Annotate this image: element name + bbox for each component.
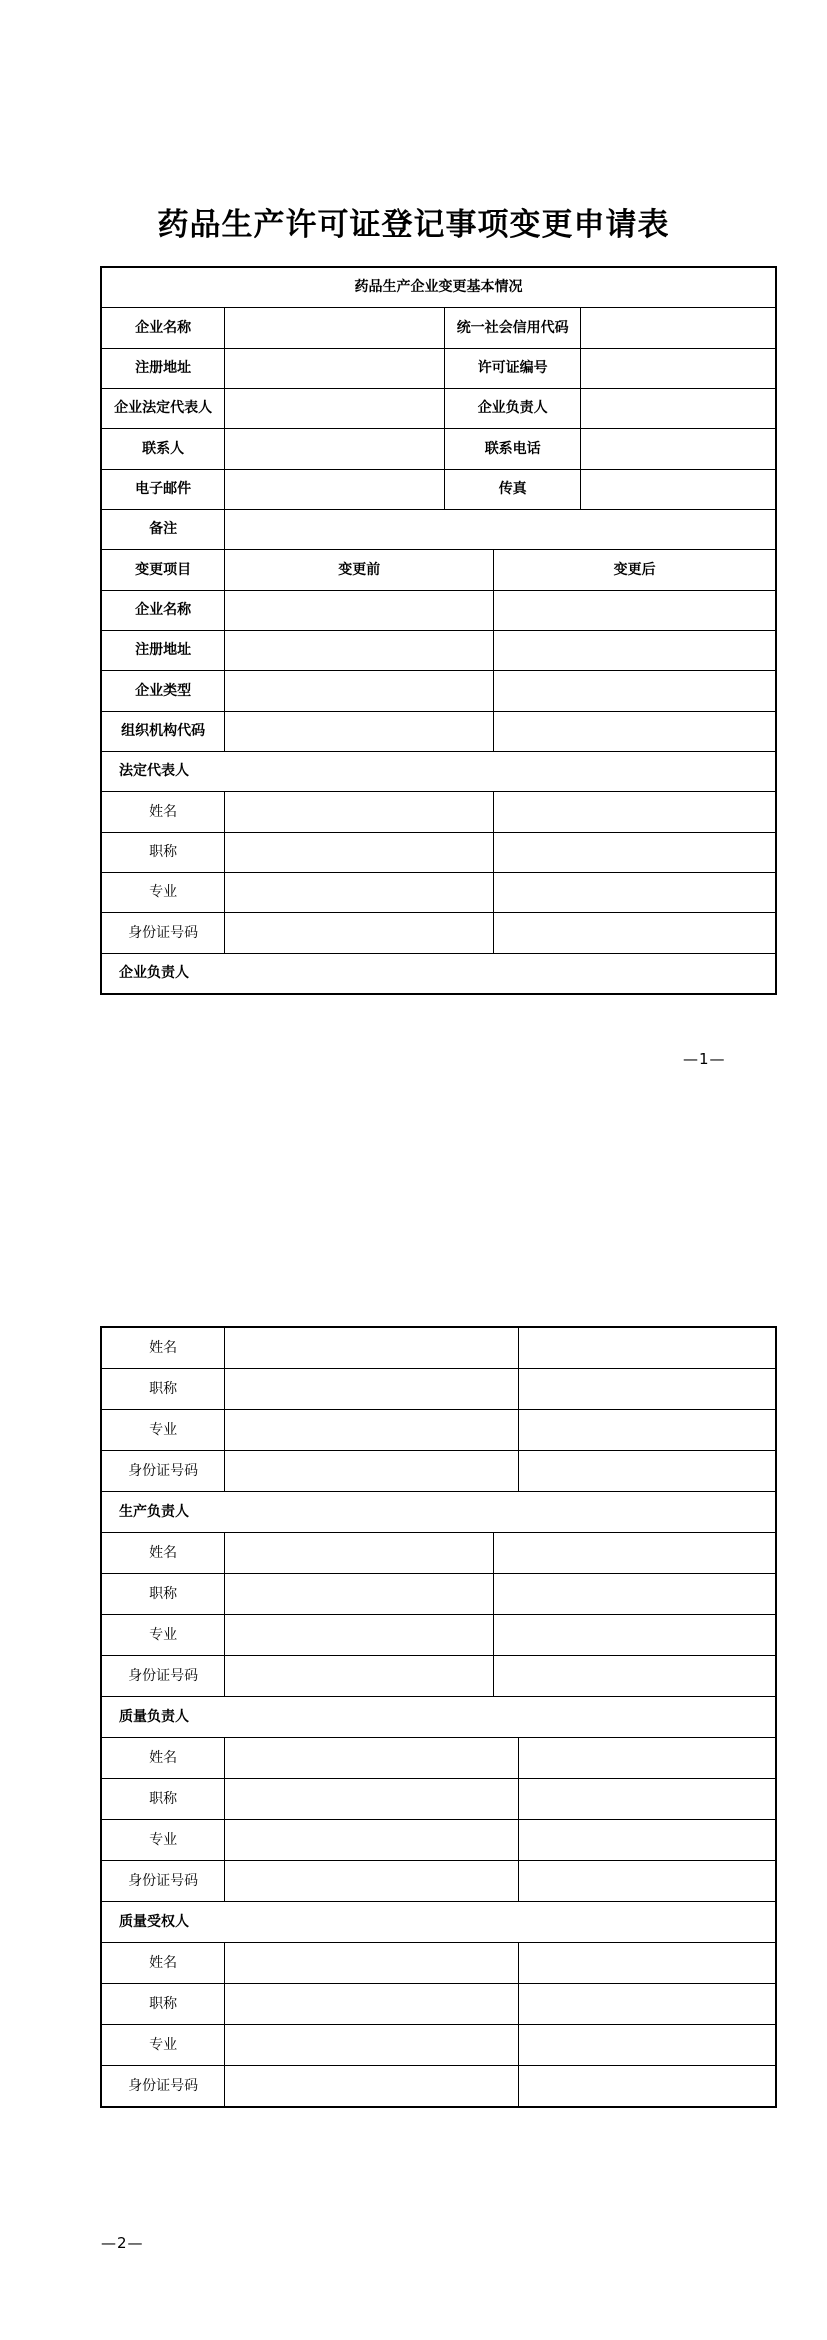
- field-value-cell: [581, 429, 775, 468]
- field-value-cell: [225, 1574, 494, 1614]
- table-row: [102, 2025, 775, 2066]
- field-value-cell: [225, 1861, 518, 1901]
- field-value-cell: [225, 873, 494, 912]
- field-label: 职称: [102, 1574, 225, 1614]
- table-row: [102, 1820, 775, 1861]
- field-label: 职称: [102, 1984, 225, 2024]
- field-label: 专业: [102, 1615, 225, 1655]
- field-value-cell: [225, 671, 494, 710]
- field-value-cell: [519, 1410, 775, 1450]
- page-number: —1—: [683, 1050, 726, 1068]
- field-value-cell: [225, 470, 445, 509]
- table-row: [102, 1861, 775, 1902]
- column-header: 变更项目: [102, 550, 225, 589]
- field-value-cell: [494, 712, 775, 751]
- section-label: 法定代表人: [119, 763, 189, 780]
- page-number: —2—: [101, 2234, 144, 2252]
- section-label: 质量受权人: [119, 1913, 189, 1930]
- field-value-cell: [225, 2025, 518, 2065]
- field-value-cell: [581, 308, 775, 347]
- field-value-cell: [225, 591, 494, 630]
- table-row: [102, 1533, 775, 1574]
- field-value-cell: [494, 792, 775, 831]
- field-label: 企业法定代表人: [102, 389, 225, 428]
- field-value-cell: [519, 1328, 775, 1368]
- field-value-cell: [519, 1451, 775, 1491]
- table-row: [102, 752, 775, 792]
- field-value-cell: [225, 1779, 518, 1819]
- field-value-cell: [494, 833, 775, 872]
- table-row: [102, 913, 775, 953]
- section-label: 企业负责人: [119, 964, 189, 981]
- field-value-cell: [225, 1615, 494, 1655]
- field-label: 身份证号码: [102, 913, 225, 952]
- table-row: [102, 1656, 775, 1697]
- field-label: 联系人: [102, 429, 225, 468]
- field-value-cell: [225, 1656, 494, 1696]
- field-value-cell: [225, 1738, 518, 1778]
- table-row: [102, 1902, 775, 1943]
- field-value-cell: [225, 833, 494, 872]
- table-row: [102, 1574, 775, 1615]
- field-label: 注册地址: [102, 349, 225, 388]
- field-value-cell: [494, 1574, 775, 1614]
- field-label: 专业: [102, 1410, 225, 1450]
- column-header: 变更前: [225, 550, 494, 589]
- field-label: 姓名: [102, 1328, 225, 1368]
- field-label: 许可证编号: [445, 349, 581, 388]
- field-label: 姓名: [102, 1533, 225, 1573]
- field-label: 组织机构代码: [102, 712, 225, 751]
- field-value-cell: [519, 1943, 775, 1983]
- table-row: [102, 2066, 775, 2106]
- table-row: [102, 1779, 775, 1820]
- field-value-cell: [225, 792, 494, 831]
- table-row: [102, 954, 775, 993]
- table-row: [102, 1328, 775, 1369]
- field-value-cell: [519, 2025, 775, 2065]
- field-value-cell: [225, 1533, 494, 1573]
- field-value-cell: [519, 1779, 775, 1819]
- field-label: 身份证号码: [102, 2066, 225, 2106]
- table-row: [102, 1738, 775, 1779]
- table-row: [102, 712, 775, 752]
- field-value-cell: [225, 1369, 518, 1409]
- field-value-cell: [225, 1984, 518, 2024]
- field-label: 联系电话: [445, 429, 581, 468]
- table-row: [102, 631, 775, 671]
- field-label: 身份证号码: [102, 1656, 225, 1696]
- field-value-cell: [494, 1656, 775, 1696]
- field-label: 专业: [102, 2025, 225, 2065]
- table-row: [102, 671, 775, 711]
- column-header: 变更后: [613, 561, 656, 578]
- field-value-cell: [519, 2066, 775, 2106]
- field-value-cell: [581, 389, 775, 428]
- field-label: 统一社会信用代码: [445, 308, 581, 347]
- field-value-cell: [519, 1861, 775, 1901]
- field-label: 姓名: [102, 792, 225, 831]
- table-row: [102, 389, 775, 429]
- field-value-cell: [519, 1369, 775, 1409]
- field-value-cell: [225, 631, 494, 670]
- table-row: [102, 1410, 775, 1451]
- basic-info-table: [100, 266, 777, 995]
- table-row: [102, 308, 775, 348]
- field-value-cell: [225, 1410, 518, 1450]
- field-value-cell: [225, 1943, 518, 1983]
- field-value-cell: [494, 913, 775, 952]
- table-row: [102, 470, 775, 510]
- table-row: [102, 510, 775, 550]
- section-label: 生产负责人: [119, 1503, 189, 1520]
- personnel-table: [100, 1326, 777, 2108]
- field-value-cell: [225, 1328, 518, 1368]
- field-value-cell: [494, 1533, 775, 1573]
- section-label: 质量负责人: [119, 1708, 189, 1725]
- field-label: 身份证号码: [102, 1861, 225, 1901]
- field-value-cell: [519, 1820, 775, 1860]
- field-value-cell: [225, 510, 775, 549]
- table-row: [102, 268, 775, 308]
- table-row: [102, 1697, 775, 1738]
- table-row: [102, 1984, 775, 2025]
- table-row: [102, 349, 775, 389]
- field-label: 职称: [102, 833, 225, 872]
- field-value-cell: [494, 873, 775, 912]
- field-value-cell: [494, 1615, 775, 1655]
- field-label: 传真: [445, 470, 581, 509]
- field-value-cell: [225, 349, 445, 388]
- field-value-cell: [494, 591, 775, 630]
- page-title: 药品生产许可证登记事项变更申请表: [157, 207, 670, 243]
- table-row: [102, 1943, 775, 1984]
- table-row: [102, 1369, 775, 1410]
- table-row: [102, 792, 775, 832]
- table-row: [102, 550, 775, 590]
- table-section-title: 药品生产企业变更基本情况: [354, 279, 523, 296]
- table-row: [102, 833, 775, 873]
- field-label: 企业名称: [102, 591, 225, 630]
- field-label: 专业: [102, 873, 225, 912]
- field-value-cell: [225, 1451, 518, 1491]
- field-label: 企业名称: [102, 308, 225, 347]
- table-row: [102, 1492, 775, 1533]
- field-label: 注册地址: [102, 631, 225, 670]
- field-value-cell: [225, 913, 494, 952]
- field-value-cell: [581, 349, 775, 388]
- field-label: 身份证号码: [102, 1451, 225, 1491]
- field-value-cell: [581, 470, 775, 509]
- field-value-cell: [519, 1984, 775, 2024]
- field-value-cell: [225, 389, 445, 428]
- field-label: 企业类型: [102, 671, 225, 710]
- table-row: [102, 1451, 775, 1492]
- field-value-cell: [225, 2066, 518, 2106]
- field-label: 备注: [102, 510, 225, 549]
- field-value-cell: [225, 429, 445, 468]
- field-label: 电子邮件: [102, 470, 225, 509]
- field-value-cell: [494, 631, 775, 670]
- table-row: [102, 1615, 775, 1656]
- table-row: [102, 429, 775, 469]
- table-row: [102, 591, 775, 631]
- field-label: 姓名: [102, 1738, 225, 1778]
- field-label: 姓名: [102, 1943, 225, 1983]
- table-row: [102, 873, 775, 913]
- field-label: 职称: [102, 1779, 225, 1819]
- field-value-cell: [225, 308, 445, 347]
- field-label: 企业负责人: [445, 389, 581, 428]
- field-label: 专业: [102, 1820, 225, 1860]
- field-value-cell: [494, 671, 775, 710]
- field-value-cell: [225, 1820, 518, 1860]
- field-label: 职称: [102, 1369, 225, 1409]
- field-value-cell: [225, 712, 494, 751]
- field-value-cell: [519, 1738, 775, 1778]
